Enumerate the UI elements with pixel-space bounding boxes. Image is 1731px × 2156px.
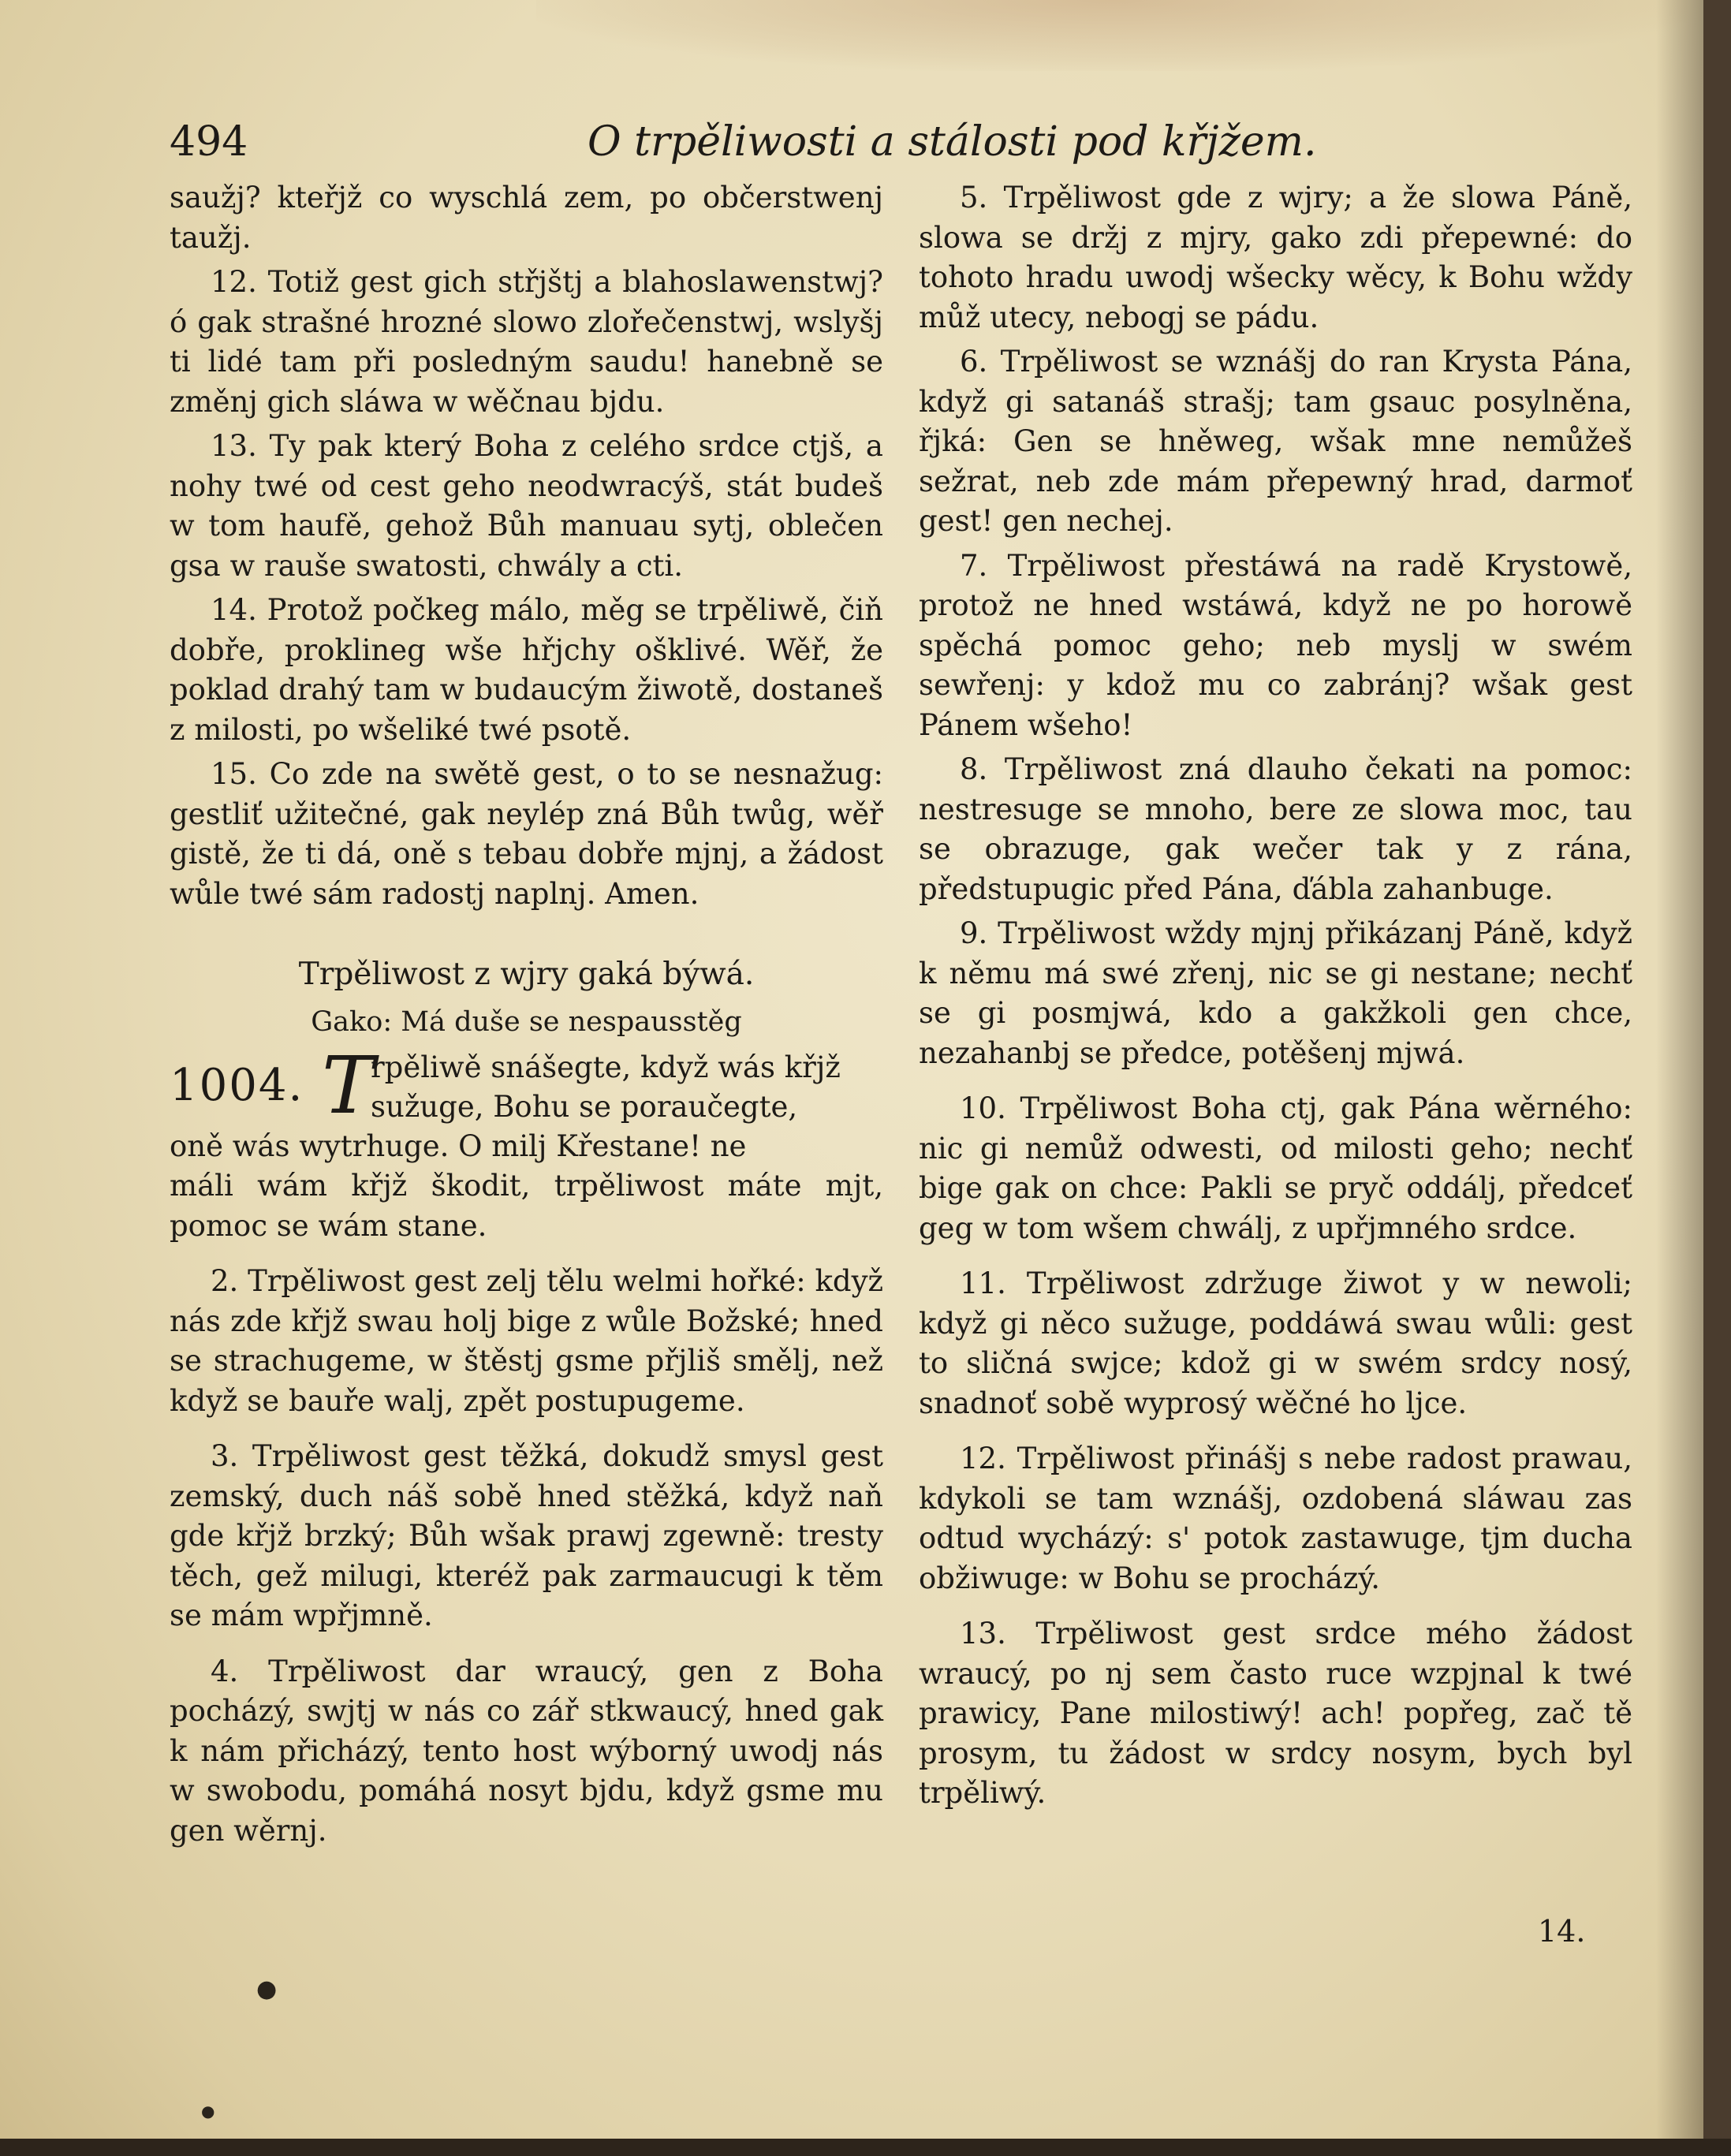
song-heading: Trpěliwost z wjry gaká býwá. <box>298 957 755 992</box>
left-column <box>170 178 883 1851</box>
paragraph-verse-8: 8. Trpěliwost zná dlauho čekati na pomoc: nestresuge se mnoho, bere ze slowa moc, tau se obrazuge, gak wečer tak y z rána, předstupugic před Pána, ďábla zahanbuge. <box>919 752 1632 906</box>
page-edge-shadow <box>1656 0 1703 2156</box>
scan-border-right <box>1703 0 1731 2156</box>
song-tune: Gako: Má duše se nespausstěg <box>311 1006 742 1038</box>
paragraph-verse-12: 12. Totiž gest gich střjštj a blahoslawenstwj? ó gak strašné hrozné slowo zlořečenstwj, wslyšj ti lidé tam při posledným saudu! hanebně se změnj gich sláwa w wěčnau bjdu. <box>170 265 883 419</box>
song-number: 1004. <box>170 1060 304 1111</box>
running-title: O trpěliwosti a stálosti pod křjžem. <box>588 118 1317 166</box>
water-stain <box>536 0 1688 71</box>
catchword: 14. <box>1538 1914 1586 1949</box>
song-line-2: sužuge, Bohu se poraučegte, <box>371 1090 798 1124</box>
paragraph-verse-1-rest: máli wám křjž škodit, trpěliwost máte mjt, pomoc se wám stane. <box>170 1169 883 1243</box>
right-column <box>919 178 1632 1814</box>
paragraph-verse-10: 10. Trpěliwost Boha ctj, gak Pána wěrného: nic gi nemůž odwesti, od milosti geho; nechť bige gak on chce: Pakli se pryč oddálj, předceť geg w tom wšem chwálj, z upřjmného srdce. <box>919 1091 1632 1245</box>
paragraph-verse-15: 15. Co zde na swětě gest, o to se nesnažug: gestliť užitečné, gak neylép zná Bůh twůg, wěř gistě, že ti dá, oně s tebau dobře mjnj, a žádost wůle twé sám radostj naplnj. Amen. <box>170 757 883 911</box>
paragraph-continuation: saužj? kteřjž co wyschlá zem, po občerstwenj taužj. <box>170 181 883 255</box>
scan-border-bottom <box>0 2139 1731 2156</box>
paragraph-verse-6: 6. Trpěliwost se wznášj do ran Krysta Pána, když gi satanáš strašj; tam gsauc posylněna, řjká: Gen se hněweg, wšak mne nemůžeš sežrat, neb zde mám přepewný hrad, darmoť gest! gen nechej. <box>919 345 1632 538</box>
ink-dot: ● <box>256 1975 278 2003</box>
paragraph-verse-7: 7. Trpěliwost přestáwá na radě Krystowě, protož ne hned wstáwá, když ne po horowě spěchá pomoc geho; neb myslj w swém sewřenj: y kdož mu co zabránj? wšak gest Pánem wšeho! <box>919 548 1632 742</box>
paragraph-verse-13-right: 13. Trpěliwost gest srdce mého žádost wraucý, po nj sem často ruce wzpjnal k twé prawicy, Pane milostiwý! ach! popřeg, zač tě prosym, tu žádost w srdcy nosym, bych byl trpěliwý. <box>919 1617 1632 1810</box>
page-header <box>170 110 1636 173</box>
paragraph-verse-5: 5. Trpěliwost gde z wjry; a že slowa Páně, slowa se držj z mjry, gako zdi přepewné: do tohoto hradu uwodj wšecky wěcy, k Bohu wždy můž utecy, nebogj se pádu. <box>919 181 1632 334</box>
paragraph-verse-13: 13. Ty pak který Boha z celého srdce ctjš, a nohy twé od cest geho neodwracýš, stát budeš w tom haufě, gehož Bůh manuau sytj, oblečen gsa w rauše swatosti, chwály a cti. <box>170 429 883 583</box>
paragraph-verse-4: 4. Trpěliwost dar wraucý, gen z Boha pocházý, swjtj w nás co zář stkwaucý, hned gak k nám přicházý, tento host wýborný uwodj nás w swobodu, pomáhá nosyt bjdu, když gsme mu gen wěrnj. <box>170 1654 883 1848</box>
paragraph-verse-14: 14. Protož počkeg málo, měg se trpěliwě, čiň dobře, proklineg wše hřjchy ošklivé. Wěř, že poklad drahý tam w budaucým žiwotě, dostaneš z milosti, po wšeliké twé psotě. <box>170 593 883 747</box>
song-line-3: oně wás wytrhuge. O milj Křestane! ne <box>170 1129 747 1163</box>
paragraph-verse-11: 11. Trpěliwost zdržuge žiwot y w newoli; když gi něco sužuge, poddáwá swau wůli: gest to sličná swjce; kdož gi w swém srdcy nosý, snadnoť sobě wyprosý wěčné ho ljce. <box>919 1266 1632 1420</box>
paragraph-verse-2: 2. Trpěliwost gest zelj tělu welmi hořké: když nás zde křjž swau holj bige z wůle Božské; hned se strachugeme, w štěstj gsme přjliš smělj, než když se bauře walj, zpět postupugeme. <box>170 1264 884 1418</box>
paragraph-verse-12-right: 12. Trpěliwost přinášj s nebe radost prawau, kdykoli se tam wznášj, ozdobená sláwau zas odtud wycházý: s' potok zastawuge, tjm ducha obžiwuge: w Bohu se procházý. <box>919 1442 1632 1595</box>
drop-cap: T <box>322 1039 375 1132</box>
paragraph-verse-3: 3. Trpěliwost gest těžká, dokudž smysl gest zemský, duch náš sobě hned stěžká, když naň gde křjž brzký; Bůh wšak prawj zgewně: tresty těch, gež milugi, kteréž pak zarmaucugi k těm se mám wpřjmně. <box>170 1439 883 1632</box>
page-number: 494 <box>170 118 248 166</box>
song-line-1: rpěliwě snášegte, když wás křjž <box>371 1050 841 1084</box>
paragraph-verse-9: 9. Trpěliwost wždy mjnj přikázanj Páně, když k němu má swé zřenj, nic se gi nestane; nechť se gi posmjwá, kdo a gakžkoli gen chce, nezahanbj se předce, potěšenj mjwá. <box>919 916 1632 1070</box>
song-opening <box>170 1039 883 1166</box>
ink-dot: ● <box>201 2102 215 2121</box>
